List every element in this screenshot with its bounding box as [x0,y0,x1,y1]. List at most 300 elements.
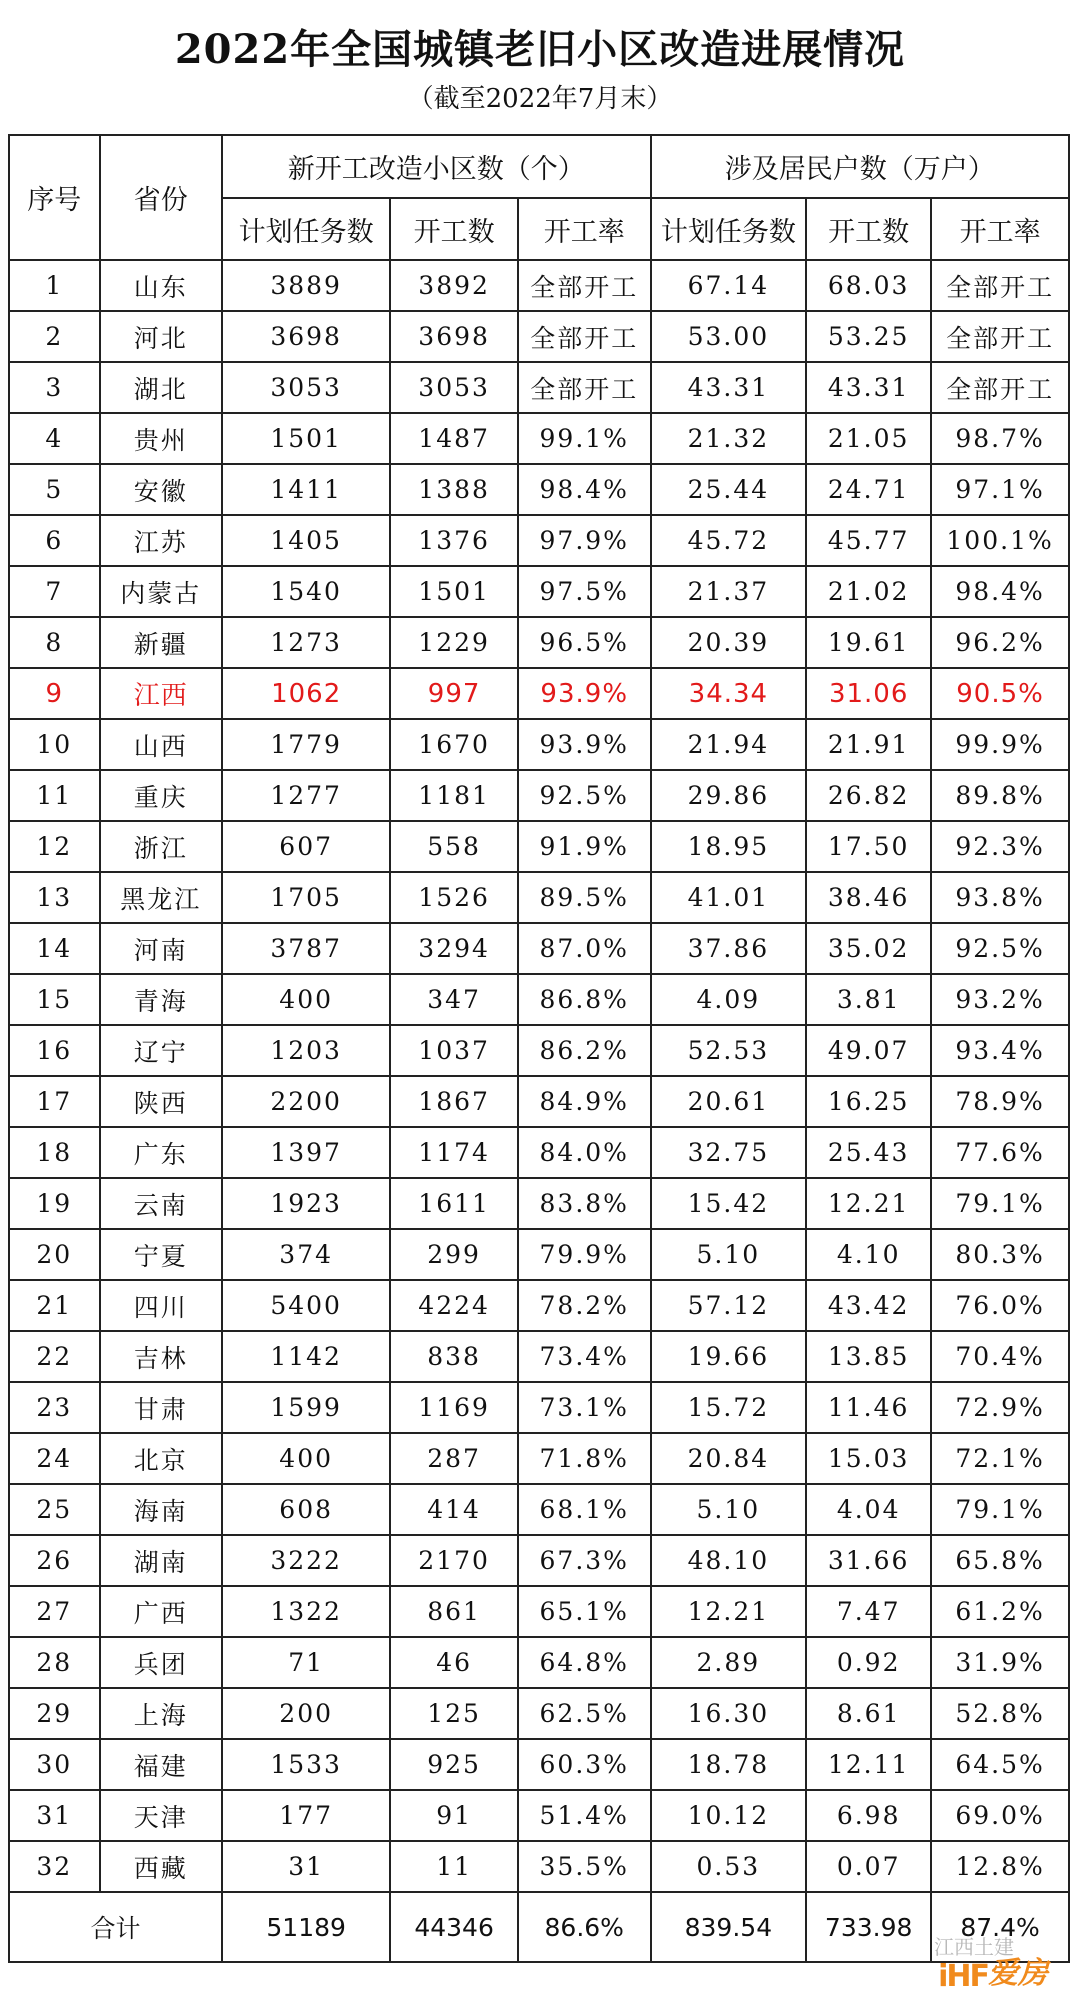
province-cell: 湖南 [100,1535,222,1586]
seq-cell: 29 [9,1688,100,1739]
rate-communities-cell: 84.9% [518,1076,651,1127]
seq-cell: 12 [9,821,100,872]
started-communities-cell: 1670 [390,719,518,770]
started-communities-cell: 1037 [390,1025,518,1076]
rate-communities-cell: 62.5% [518,1688,651,1739]
plan-communities-cell: 3787 [222,923,390,974]
seq-cell: 31 [9,1790,100,1841]
seq-cell: 20 [9,1229,100,1280]
table-row [9,1484,1069,1535]
seq-cell: 1 [9,260,100,311]
table-row [9,1331,1069,1382]
plan-households-cell: 2.89 [651,1637,807,1688]
rate-communities-cell: 64.8% [518,1637,651,1688]
rate-households-cell: 97.1% [931,464,1069,515]
table-row [9,1586,1069,1637]
rate-households-cell: 72.9% [931,1382,1069,1433]
rate-communities-cell: 93.9% [518,668,651,719]
plan-communities-cell: 1405 [222,515,390,566]
plan-households-cell: 18.95 [651,821,807,872]
plan-households-cell: 52.53 [651,1025,807,1076]
rate-communities-cell: 83.8% [518,1178,651,1229]
seq-cell: 25 [9,1484,100,1535]
plan-households-cell: 57.12 [651,1280,807,1331]
plan-households-cell: 4.09 [651,974,807,1025]
header-group-communities: 新开工改造小区数（个） [222,135,651,198]
rate-households-cell: 80.3% [931,1229,1069,1280]
plan-households-cell: 29.86 [651,770,807,821]
watermark-logo-icon: iHF [938,1959,988,1994]
rate-households-cell: 93.8% [931,872,1069,923]
rate-households-cell: 全部开工 [931,362,1069,413]
plan-households-cell: 20.84 [651,1433,807,1484]
rate-households-cell: 90.5% [931,668,1069,719]
rate-communities-cell: 65.1% [518,1586,651,1637]
table-row [9,1790,1069,1841]
started-communities-cell: 4224 [390,1280,518,1331]
plan-households-cell: 32.75 [651,1127,807,1178]
table-body [9,260,1069,1892]
started-households-cell: 12.21 [806,1178,931,1229]
table-row [9,1688,1069,1739]
province-cell: 安徽 [100,464,222,515]
seq-cell: 3 [9,362,100,413]
started-communities-cell: 838 [390,1331,518,1382]
rate-households-cell: 72.1% [931,1433,1069,1484]
table-row [9,566,1069,617]
plan-communities-cell: 71 [222,1637,390,1688]
started-households-cell: 0.07 [806,1841,931,1892]
province-cell: 四川 [100,1280,222,1331]
watermark-text: 江西土建 [934,1935,1014,1959]
table-row [9,1841,1069,1892]
plan-households-cell: 12.21 [651,1586,807,1637]
rate-households-cell: 全部开工 [931,260,1069,311]
province-cell: 湖北 [100,362,222,413]
started-communities-cell: 1169 [390,1382,518,1433]
started-communities-cell: 347 [390,974,518,1025]
started-communities-cell: 3053 [390,362,518,413]
total-cell: 44346 [390,1892,518,1962]
rate-communities-cell: 86.2% [518,1025,651,1076]
started-households-cell: 4.04 [806,1484,931,1535]
started-communities-cell: 558 [390,821,518,872]
started-communities-cell: 861 [390,1586,518,1637]
rate-communities-cell: 84.0% [518,1127,651,1178]
province-cell: 贵州 [100,413,222,464]
table-row [9,515,1069,566]
table-row [9,1178,1069,1229]
rate-households-cell: 65.8% [931,1535,1069,1586]
seq-cell: 18 [9,1127,100,1178]
plan-communities-cell: 1599 [222,1382,390,1433]
started-households-cell: 31.66 [806,1535,931,1586]
rate-households-cell: 92.3% [931,821,1069,872]
seq-cell: 26 [9,1535,100,1586]
plan-households-cell: 15.72 [651,1382,807,1433]
total-cell: 86.6% [518,1892,651,1962]
rate-households-cell: 92.5% [931,923,1069,974]
rate-communities-cell: 68.1% [518,1484,651,1535]
plan-communities-cell: 1397 [222,1127,390,1178]
rate-households-cell: 99.9% [931,719,1069,770]
plan-communities-cell: 200 [222,1688,390,1739]
started-households-cell: 3.81 [806,974,931,1025]
started-communities-cell: 299 [390,1229,518,1280]
table-row [9,923,1069,974]
plan-communities-cell: 608 [222,1484,390,1535]
plan-communities-cell: 5400 [222,1280,390,1331]
table-row [9,1280,1069,1331]
seq-cell: 17 [9,1076,100,1127]
seq-cell: 22 [9,1331,100,1382]
started-communities-cell: 997 [390,668,518,719]
table-row [9,974,1069,1025]
plan-communities-cell: 31 [222,1841,390,1892]
rate-households-cell: 76.0% [931,1280,1069,1331]
plan-communities-cell: 3053 [222,362,390,413]
plan-communities-cell: 1705 [222,872,390,923]
province-cell: 西藏 [100,1841,222,1892]
started-households-cell: 11.46 [806,1382,931,1433]
rate-communities-cell: 51.4% [518,1790,651,1841]
started-communities-cell: 2170 [390,1535,518,1586]
plan-communities-cell: 1062 [222,668,390,719]
rate-households-cell: 79.1% [931,1484,1069,1535]
table-row [9,1229,1069,1280]
rate-households-cell: 100.1% [931,515,1069,566]
rate-households-cell: 77.6% [931,1127,1069,1178]
started-households-cell: 53.25 [806,311,931,362]
table-row [9,1535,1069,1586]
rate-households-cell: 98.4% [931,566,1069,617]
province-cell: 广东 [100,1127,222,1178]
province-cell: 山东 [100,260,222,311]
started-households-cell: 4.10 [806,1229,931,1280]
progress-table [8,134,1070,1963]
rate-households-cell: 98.7% [931,413,1069,464]
started-households-cell: 13.85 [806,1331,931,1382]
table-row [9,1025,1069,1076]
started-communities-cell: 3892 [390,260,518,311]
province-cell: 江西 [100,668,222,719]
plan-households-cell: 37.86 [651,923,807,974]
rate-communities-cell: 73.1% [518,1382,651,1433]
total-cell: 733.98 [806,1892,931,1962]
started-households-cell: 26.82 [806,770,931,821]
watermark-logo-text: 爱房 [988,1956,1048,1991]
table-row [9,872,1069,923]
started-households-cell: 15.03 [806,1433,931,1484]
province-cell: 浙江 [100,821,222,872]
plan-households-cell: 34.34 [651,668,807,719]
province-cell: 山西 [100,719,222,770]
header-rate-communities: 开工率 [518,198,651,260]
rate-communities-cell: 79.9% [518,1229,651,1280]
started-households-cell: 21.05 [806,413,931,464]
table-row [9,1076,1069,1127]
header-seq: 序号 [9,135,100,260]
rate-communities-cell: 93.9% [518,719,651,770]
started-households-cell: 17.50 [806,821,931,872]
plan-communities-cell: 3698 [222,311,390,362]
plan-households-cell: 5.10 [651,1229,807,1280]
province-cell: 云南 [100,1178,222,1229]
header-started-households: 开工数 [806,198,931,260]
rate-households-cell: 70.4% [931,1331,1069,1382]
table-row [9,311,1069,362]
total-cell: 87.4% [931,1892,1069,1962]
started-households-cell: 35.02 [806,923,931,974]
started-communities-cell: 1487 [390,413,518,464]
province-cell: 辽宁 [100,1025,222,1076]
plan-households-cell: 21.94 [651,719,807,770]
started-communities-cell: 1611 [390,1178,518,1229]
started-households-cell: 49.07 [806,1025,931,1076]
province-cell: 上海 [100,1688,222,1739]
started-households-cell: 7.47 [806,1586,931,1637]
province-cell: 宁夏 [100,1229,222,1280]
started-households-cell: 6.98 [806,1790,931,1841]
started-households-cell: 19.61 [806,617,931,668]
rate-communities-cell: 67.3% [518,1535,651,1586]
table-row [9,668,1069,719]
header-plan-households: 计划任务数 [651,198,807,260]
province-cell: 青海 [100,974,222,1025]
started-households-cell: 25.43 [806,1127,931,1178]
watermark [848,1935,1058,1998]
plan-households-cell: 20.39 [651,617,807,668]
started-households-cell: 31.06 [806,668,931,719]
rate-communities-cell: 98.4% [518,464,651,515]
started-communities-cell: 1526 [390,872,518,923]
rate-households-cell: 全部开工 [931,311,1069,362]
province-cell: 河北 [100,311,222,362]
rate-households-cell: 79.1% [931,1178,1069,1229]
started-communities-cell: 3698 [390,311,518,362]
plan-communities-cell: 607 [222,821,390,872]
plan-communities-cell: 400 [222,974,390,1025]
started-communities-cell: 414 [390,1484,518,1535]
province-cell: 海南 [100,1484,222,1535]
started-communities-cell: 3294 [390,923,518,974]
rate-communities-cell: 99.1% [518,413,651,464]
plan-households-cell: 0.53 [651,1841,807,1892]
seq-cell: 9 [9,668,100,719]
province-cell: 重庆 [100,770,222,821]
seq-cell: 5 [9,464,100,515]
total-cell: 51189 [222,1892,390,1962]
plan-communities-cell: 3889 [222,260,390,311]
plan-communities-cell: 1411 [222,464,390,515]
plan-households-cell: 21.37 [651,566,807,617]
started-households-cell: 12.11 [806,1739,931,1790]
total-label: 合计 [9,1892,222,1962]
table-row [9,464,1069,515]
rate-communities-cell: 全部开工 [518,311,651,362]
started-households-cell: 38.46 [806,872,931,923]
plan-communities-cell: 1923 [222,1178,390,1229]
rate-communities-cell: 87.0% [518,923,651,974]
plan-households-cell: 15.42 [651,1178,807,1229]
rate-communities-cell: 71.8% [518,1433,651,1484]
province-cell: 广西 [100,1586,222,1637]
table-row [9,1637,1069,1688]
rate-households-cell: 69.0% [931,1790,1069,1841]
started-households-cell: 21.02 [806,566,931,617]
seq-cell: 24 [9,1433,100,1484]
started-communities-cell: 1501 [390,566,518,617]
plan-households-cell: 25.44 [651,464,807,515]
rate-communities-cell: 86.8% [518,974,651,1025]
table-row [9,1433,1069,1484]
seq-cell: 28 [9,1637,100,1688]
plan-communities-cell: 177 [222,1790,390,1841]
rate-households-cell: 12.8% [931,1841,1069,1892]
started-communities-cell: 1181 [390,770,518,821]
page-title: 2022年全国城镇老旧小区改造进展情况 [174,26,906,73]
plan-communities-cell: 1779 [222,719,390,770]
plan-communities-cell: 3222 [222,1535,390,1586]
rate-communities-cell: 73.4% [518,1331,651,1382]
plan-households-cell: 16.30 [651,1688,807,1739]
seq-cell: 32 [9,1841,100,1892]
plan-households-cell: 41.01 [651,872,807,923]
rate-communities-cell: 97.9% [518,515,651,566]
province-cell: 福建 [100,1739,222,1790]
seq-cell: 21 [9,1280,100,1331]
seq-cell: 4 [9,413,100,464]
plan-households-cell: 18.78 [651,1739,807,1790]
started-communities-cell: 1376 [390,515,518,566]
started-households-cell: 0.92 [806,1637,931,1688]
rate-households-cell: 52.8% [931,1688,1069,1739]
plan-communities-cell: 1533 [222,1739,390,1790]
header-plan-communities: 计划任务数 [222,198,390,260]
seq-cell: 27 [9,1586,100,1637]
plan-households-cell: 10.12 [651,1790,807,1841]
started-households-cell: 68.03 [806,260,931,311]
plan-households-cell: 21.32 [651,413,807,464]
seq-cell: 30 [9,1739,100,1790]
plan-households-cell: 53.00 [651,311,807,362]
province-cell: 陕西 [100,1076,222,1127]
plan-communities-cell: 1540 [222,566,390,617]
rate-households-cell: 93.4% [931,1025,1069,1076]
plan-households-cell: 45.72 [651,515,807,566]
header-started-communities: 开工数 [390,198,518,260]
rate-communities-cell: 89.5% [518,872,651,923]
started-communities-cell: 1388 [390,464,518,515]
rate-communities-cell: 91.9% [518,821,651,872]
plan-households-cell: 19.66 [651,1331,807,1382]
started-households-cell: 16.25 [806,1076,931,1127]
table-row [9,719,1069,770]
seq-cell: 16 [9,1025,100,1076]
seq-cell: 10 [9,719,100,770]
total-cell: 839.54 [651,1892,807,1962]
table-row [9,1739,1069,1790]
plan-communities-cell: 1322 [222,1586,390,1637]
started-communities-cell: 11 [390,1841,518,1892]
rate-communities-cell: 96.5% [518,617,651,668]
header-province: 省份 [100,135,222,260]
table-row [9,1127,1069,1178]
province-cell: 内蒙古 [100,566,222,617]
plan-communities-cell: 400 [222,1433,390,1484]
seq-cell: 13 [9,872,100,923]
province-cell: 甘肃 [100,1382,222,1433]
seq-cell: 8 [9,617,100,668]
table-header [9,135,1069,260]
plan-communities-cell: 1203 [222,1025,390,1076]
plan-communities-cell: 1277 [222,770,390,821]
started-communities-cell: 125 [390,1688,518,1739]
province-cell: 黑龙江 [100,872,222,923]
started-households-cell: 43.42 [806,1280,931,1331]
rate-households-cell: 31.9% [931,1637,1069,1688]
started-communities-cell: 1229 [390,617,518,668]
seq-cell: 7 [9,566,100,617]
seq-cell: 15 [9,974,100,1025]
seq-cell: 6 [9,515,100,566]
started-communities-cell: 46 [390,1637,518,1688]
rate-communities-cell: 全部开工 [518,260,651,311]
rate-households-cell: 64.5% [931,1739,1069,1790]
province-cell: 吉林 [100,1331,222,1382]
table-row [9,1382,1069,1433]
table-row [9,413,1069,464]
plan-communities-cell: 1142 [222,1331,390,1382]
plan-households-cell: 48.10 [651,1535,807,1586]
rate-households-cell: 96.2% [931,617,1069,668]
page-subtitle: （截至2022年7月末） [407,84,673,114]
province-cell: 天津 [100,1790,222,1841]
table-row [9,362,1069,413]
province-cell: 兵团 [100,1637,222,1688]
started-households-cell: 43.31 [806,362,931,413]
province-cell: 河南 [100,923,222,974]
started-households-cell: 8.61 [806,1688,931,1739]
rate-communities-cell: 60.3% [518,1739,651,1790]
plan-households-cell: 67.14 [651,260,807,311]
table-row [9,821,1069,872]
seq-cell: 19 [9,1178,100,1229]
seq-cell: 2 [9,311,100,362]
started-households-cell: 21.91 [806,719,931,770]
rate-communities-cell: 92.5% [518,770,651,821]
header-group-households: 涉及居民户数（万户） [651,135,1069,198]
plan-households-cell: 43.31 [651,362,807,413]
table-row [9,260,1069,311]
plan-households-cell: 5.10 [651,1484,807,1535]
started-communities-cell: 1174 [390,1127,518,1178]
rate-communities-cell: 97.5% [518,566,651,617]
plan-communities-cell: 374 [222,1229,390,1280]
province-cell: 北京 [100,1433,222,1484]
seq-cell: 14 [9,923,100,974]
started-communities-cell: 91 [390,1790,518,1841]
started-households-cell: 45.77 [806,515,931,566]
table-row [9,770,1069,821]
started-communities-cell: 287 [390,1433,518,1484]
table-row [9,617,1069,668]
seq-cell: 11 [9,770,100,821]
rate-households-cell: 78.9% [931,1076,1069,1127]
started-communities-cell: 1867 [390,1076,518,1127]
rate-communities-cell: 全部开工 [518,362,651,413]
plan-communities-cell: 2200 [222,1076,390,1127]
